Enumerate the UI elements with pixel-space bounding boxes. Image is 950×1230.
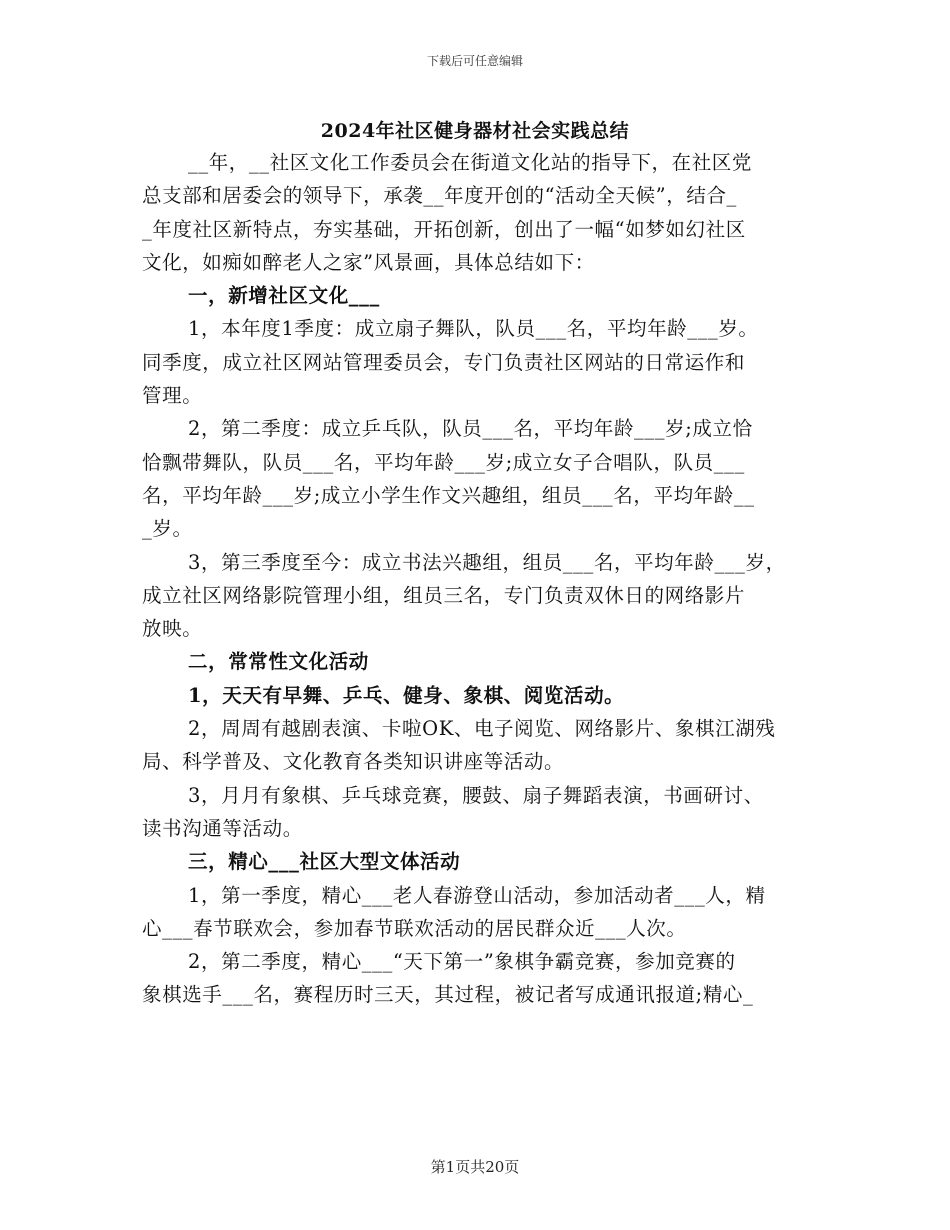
- page-number: 第1页共20页: [430, 1158, 520, 1176]
- paragraph-line: 1，第一季度，精心___老人春游登山活动，参加活动者___人，精: [188, 883, 766, 907]
- paragraph-line: 3，月月有象棋、乒乓球竞赛，腰鼓、扇子舞蹈表演，书画研讨、: [188, 783, 764, 807]
- paragraph-line: 2，周周有越剧表演、卡啦OK、电子阅览、网络影片、象棋江湖残: [188, 717, 776, 741]
- section-heading: 二，常常性文化活动: [188, 650, 369, 674]
- paragraph-line: 文化，如痴如醉老人之家”风景画，具体总结如下：: [142, 250, 595, 274]
- paragraph-line: 1，本年度1季度：成立扇子舞队，队员___名，平均年龄___岁。: [188, 317, 759, 341]
- paragraph-line: __年，__社区文化工作委员会在街道文化站的指导下，在社区党: [188, 151, 753, 174]
- paragraph-line: _年度社区新特点，夯实基础，开拓创新，创出了一幅“如梦如幻社区: [142, 217, 746, 241]
- paragraph-line: 同季度，成立社区网站管理委员会，专门负责社区网站的日常运作和: [142, 350, 746, 374]
- paragraph-line: 2，第二季度：成立乒乓队，队员___名，平均年龄___岁;成立恰: [188, 417, 753, 441]
- paragraph-line: 心___春节联欢会，参加春节联欢活动的居民群众近___人次。: [142, 916, 687, 940]
- paragraph-line: 名，平均年龄___岁;成立小学生作文兴趣组，组员___名，平均年龄__: [142, 483, 755, 507]
- paragraph-line: 3，第三季度至今：成立书法兴趣组，组员___名，平均年龄___岁，: [188, 550, 786, 574]
- document-title: 2024年社区健身器材社会实践总结: [320, 120, 630, 142]
- paragraph-line: 放映。: [142, 617, 203, 641]
- paragraph-line: 读书沟通等活动。: [142, 816, 303, 840]
- header-note: 下载后可任意编辑: [426, 54, 523, 68]
- section-heading: 三，精心___社区大型文体活动: [188, 850, 461, 874]
- paragraph-line: 管理。: [142, 384, 203, 408]
- paragraph-line: 2，第二季度，精心___“天下第一”象棋争霸竞赛，参加竞赛的: [188, 950, 736, 974]
- paragraph-line: 恰飘带舞队，队员___名，平均年龄___岁;成立女子合唱队，队员___: [142, 450, 745, 474]
- paragraph-line: 总支部和居委会的领导下，承袭__年度开创的“活动全天候”，结合_: [142, 184, 737, 208]
- subheading-line: 1，天天有早舞、乒乓、健身、象棋、阅览活动。: [188, 683, 625, 707]
- document-body: [142, 146, 812, 1012]
- section-heading: 一，新增社区文化___: [188, 284, 380, 308]
- paragraph-line: 成立社区网络影院管理小组，组员三名，专门负责双休日的网络影片: [142, 583, 746, 607]
- paragraph-line: 象棋选手___名，赛程历时三天，其过程，被记者写成通讯报道;精心_: [142, 983, 754, 1007]
- paragraph-line: _岁。: [142, 517, 193, 541]
- paragraph-line: 局、科学普及、文化教育各类知识讲座等活动。: [142, 750, 565, 774]
